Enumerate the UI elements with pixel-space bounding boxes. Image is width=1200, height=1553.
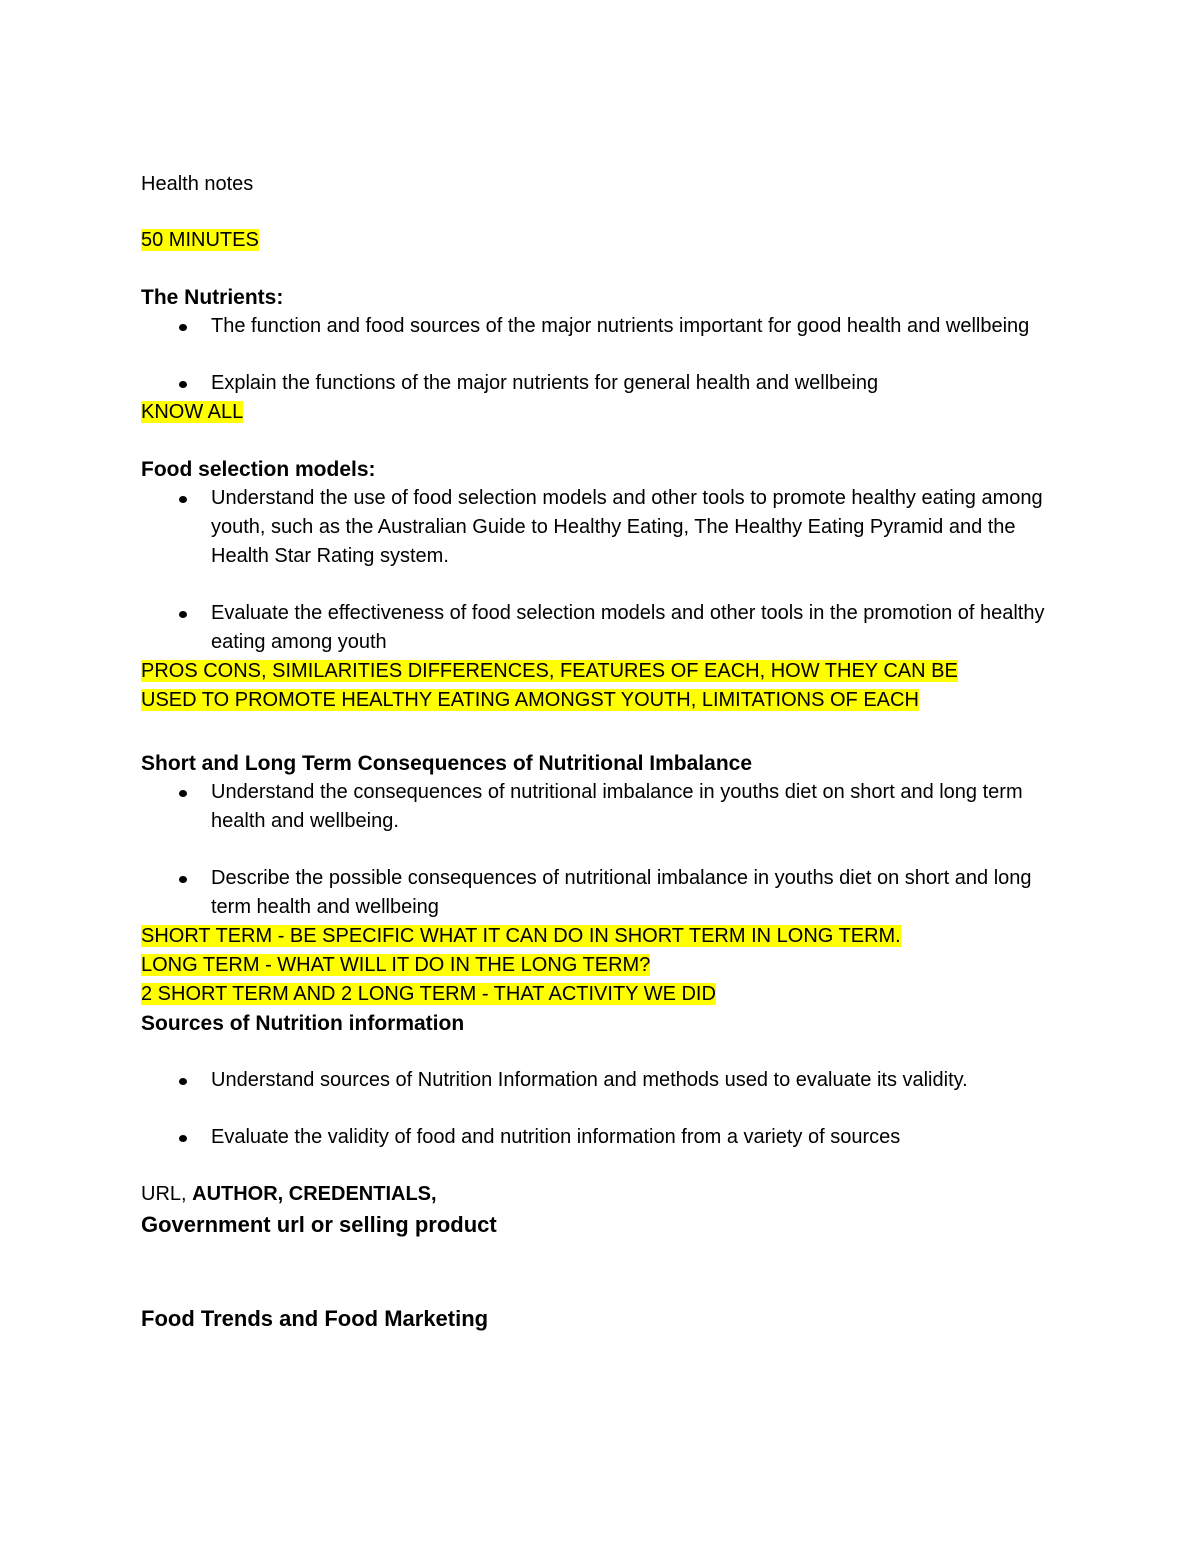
- bullet-icon: [179, 1135, 187, 1142]
- highlight-note: [141, 922, 1061, 951]
- list-item: [141, 778, 1061, 836]
- consequences-bullet-list: [141, 778, 1061, 922]
- list-item: [141, 312, 1061, 341]
- section-heading-nutrients: The Nutrients:: [141, 286, 284, 309]
- list-item: [141, 599, 1061, 657]
- list-item-text: Evaluate the validity of food and nutrition information from a variety of sources: [211, 1126, 901, 1148]
- highlight-text: SHORT TERM - BE SPECIFIC WHAT IT CAN DO IN SHORT TERM IN LONG TERM.: [141, 925, 901, 947]
- highlight-text: PROS CONS, SIMILARITIES DIFFERENCES, FEATURES OF EACH, HOW THEY CAN BE: [141, 660, 958, 682]
- time-note-highlight: 50 MINUTES: [141, 229, 259, 251]
- section-heading-sources: Sources of Nutrition information: [141, 1012, 465, 1035]
- highlight-text: 2 SHORT TERM AND 2 LONG TERM - THAT ACTIVITY WE DID: [141, 983, 716, 1005]
- list-item-text: Evaluate the effectiveness of food selection models and other tools in the promotion of healthy eating among youth: [211, 602, 1045, 653]
- nutrients-bullet-list: [141, 312, 1061, 398]
- section-heading-food-trends: Food Trends and Food Marketing: [141, 1306, 489, 1331]
- highlight-text: LONG TERM - WHAT WILL IT DO IN THE LONG TERM?: [141, 954, 651, 976]
- list-item: [141, 484, 1061, 571]
- highlight-note: [141, 980, 1061, 1009]
- highlight-text: USED TO PROMOTE HEALTHY EATING AMONGST YOUTH, LIMITATIONS OF EACH: [141, 689, 919, 711]
- sources-bullet-list: [141, 1066, 1061, 1152]
- highlight-note: [141, 951, 1061, 980]
- bullet-icon: [179, 1078, 187, 1085]
- list-item: [141, 1123, 1061, 1152]
- bullet-icon: [179, 790, 187, 797]
- list-item-text: Describe the possible consequences of nutritional imbalance in youths diet on short and long term health and wellbeing: [211, 867, 1032, 918]
- bullet-icon: [179, 381, 187, 388]
- list-item-text: Understand the use of food selection models and other tools to promote healthy eating among youth, such as the Australian Guide to Healthy Eating, The Healthy Eating Pyramid and the Health Star Rating system.: [211, 487, 1043, 567]
- document-body: [141, 170, 1061, 1335]
- highlight-note: [141, 657, 1061, 686]
- highlight-text: KNOW ALL: [141, 401, 244, 423]
- list-item-text: The function and food sources of the major nutrients important for good health and wellbeing: [211, 315, 1030, 337]
- url-label: URL,: [141, 1183, 193, 1205]
- highlight-note: [141, 686, 1061, 715]
- list-item-text: Understand the consequences of nutritional imbalance in youths diet on short and long term health and wellbeing.: [211, 781, 1023, 832]
- document-title: Health notes: [141, 173, 254, 195]
- list-item: [141, 369, 1061, 398]
- section-heading-consequences: Short and Long Term Consequences of Nutritional Imbalance: [141, 752, 753, 775]
- list-item: [141, 864, 1061, 922]
- government-url-line: Government url or selling product: [141, 1212, 497, 1237]
- list-item-text: Explain the functions of the major nutrients for general health and wellbeing: [211, 372, 879, 394]
- section-heading-food-selection: Food selection models:: [141, 458, 376, 481]
- author-credentials-label: AUTHOR, CREDENTIALS,: [192, 1183, 437, 1205]
- list-item-text: Understand sources of Nutrition Information and methods used to evaluate its validity.: [211, 1069, 968, 1091]
- bullet-icon: [179, 611, 187, 618]
- food-selection-bullet-list: [141, 484, 1061, 657]
- bullet-icon: [179, 496, 187, 503]
- list-item: [141, 1066, 1061, 1095]
- url-criteria-line: [141, 1180, 1061, 1209]
- bullet-icon: [179, 876, 187, 883]
- bullet-icon: [179, 324, 187, 331]
- highlight-note: [141, 398, 1061, 427]
- time-note: [141, 226, 1061, 255]
